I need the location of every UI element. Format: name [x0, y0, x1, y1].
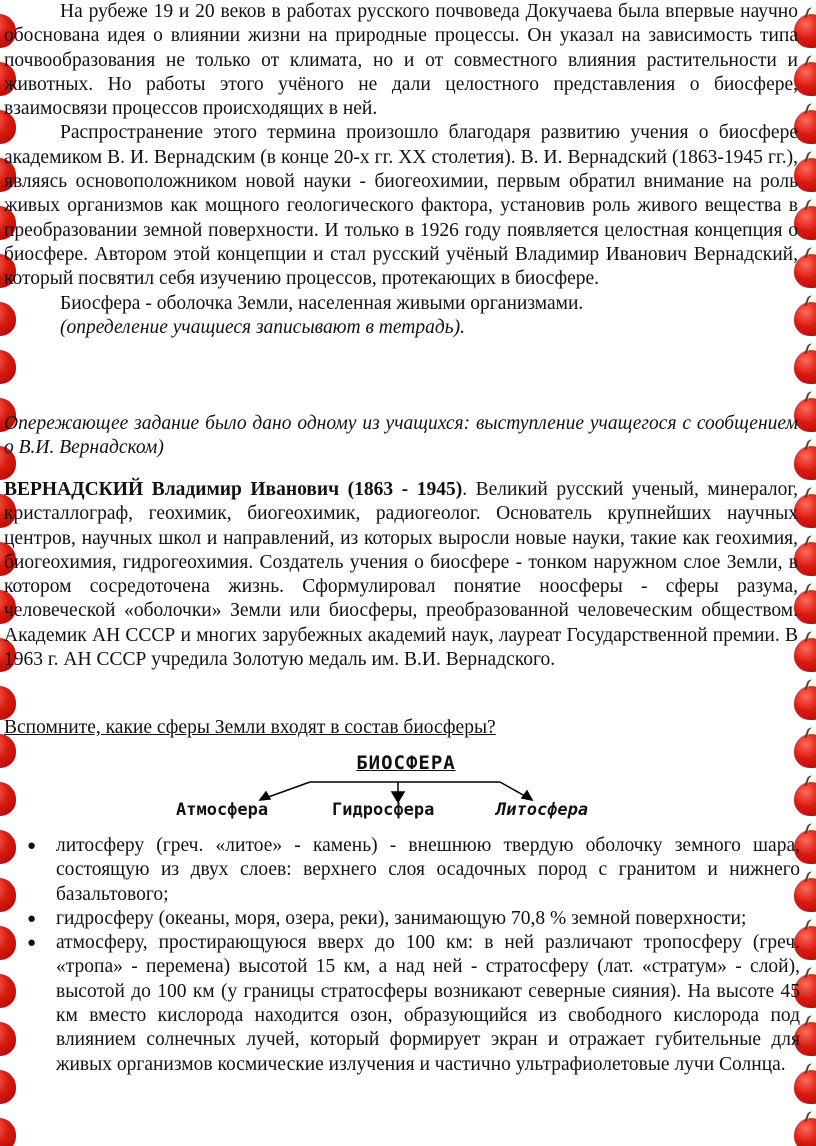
apple-icon — [0, 1112, 18, 1146]
list-item: ● атмосферу, простирающуюся вверх до 100 км: в ней различают тропосферу (греч. «тропа» - перемена) высотой 15 км, а над ней - стратосферу (лат. «стратум» - слой), высотой до 100 км (у границы стратосферы возникают северные сияния). На высоте 45 км вместо кислорода находится озон, образующийся из свободного кислорода под влиянием солнечных лучей, который формирует экран и отражает губительные для живых организмов космические излучения и частично ультрафиолетовые лучи Солнца. — [27, 932, 800, 1075]
text-block-intro — [4, 0, 798, 340]
apple-icon — [794, 1112, 816, 1146]
apple-icon — [794, 680, 816, 720]
list-item: ● гидросферу (океаны, моря, озера, реки), занимающую 70,8 % земной поверхности; — [0, 907, 800, 931]
diagram-hydrosphere: Гидросфера — [332, 800, 435, 820]
advance-task: Опережающее задание было дано одному из учащихся: выступление учащегося с сообщением о В.И. Вернадском) — [4, 413, 798, 459]
list-item: ● литосферу (греч. «литое» - камень) - внешнюю твердую оболочку земного шара, состоящую из двух слоев: верхнего слоя осадочных пород с гранитом и нижнего базальтового; — [27, 835, 800, 905]
bullet-icon: ● — [27, 838, 37, 854]
paragraph-vernadsky: Распространение этого термина произошло благодаря развитию учения о биосфере академиком В. И. Вернадским (в конце 20-х гг. XX столетия). В. И. Вернадский (1863-1945 гг.), являясь основоположником новой науки - биогеохимии, первым обратил внимание на роль живых организмов как мощного геологического фактора, установив роль живого вещества в преобразовании земной поверхности. И только в 1926 году появляется целостная концепция о биосфере. Автором этой концепции и стал русский учёный Владимир Иванович Вернадский, который посвятил себя изучению процессов, протекающих в биосфере. — [4, 122, 798, 290]
question: Вспомните, какие сферы Земли входят в состав биосферы? — [4, 717, 496, 738]
paragraph-dokuchaev: На рубеже 19 и 20 веков в работах русского почвоведа Докучаева была впервые научно обоснована идея о влиянии жизни на природные процессы. Он указал на зависимость типа почвообразования не только от климата, но и от совместного влияния растительности и животных. Но работы этого учёного не дали целостного представления о биосфере, взаимосвязи процессов происходящих в ней. — [4, 1, 798, 120]
text-block-task — [4, 412, 798, 461]
diagram-lithosphere: Литосфера — [496, 800, 589, 820]
bio-paragraph — [4, 478, 798, 672]
text-block-bio — [4, 478, 798, 672]
bio-text: . Великий русский ученый, минералог, кристаллограф, геохимик, биогеохимик, радиогеолог. Основатель крупнейших научных центров, научных школ и направлений, из которых выросли новые науки, такие как геохимия, биогеохимия, гидрогеохимия. Создатель учения о биосфере - тонком наружном слое Земли, в котором сосредоточена жизнь. Сформулировал понятие ноосферы - сферы разума, человеческой «оболочки» Земли или биосферы, преобразованной человеческим обществом. Академик АН СССР и многих зарубежных академий наук, лауреат Государственной премии. В 1963 г. АН СССР учредила Золотую медаль им. В.И. Вернадского. — [4, 479, 798, 671]
diagram-atmosphere: Атмосфера — [176, 800, 269, 820]
bullet-icon: ● — [27, 935, 37, 952]
sphere-list — [0, 834, 800, 1077]
apple-icon — [0, 680, 18, 720]
biosphere-diagram — [170, 752, 640, 832]
apple-icon — [0, 776, 18, 816]
apple-icon — [794, 344, 816, 384]
bullet-icon: ● — [27, 910, 37, 927]
definition-note: (определение учащиеся записывают в тетрадь). — [60, 316, 465, 338]
apple-icon — [0, 344, 18, 384]
apple-icon — [794, 776, 816, 816]
definition-biosphere: Биосфера - оболочка Земли, населенная живыми организмами. — [60, 292, 584, 314]
bio-name: ВЕРНАДСКИЙ Владимир Иванович (1863 - 1945) — [4, 479, 463, 500]
diagram-root: БИОСФЕРА — [356, 752, 456, 774]
text-block-question — [4, 716, 798, 740]
